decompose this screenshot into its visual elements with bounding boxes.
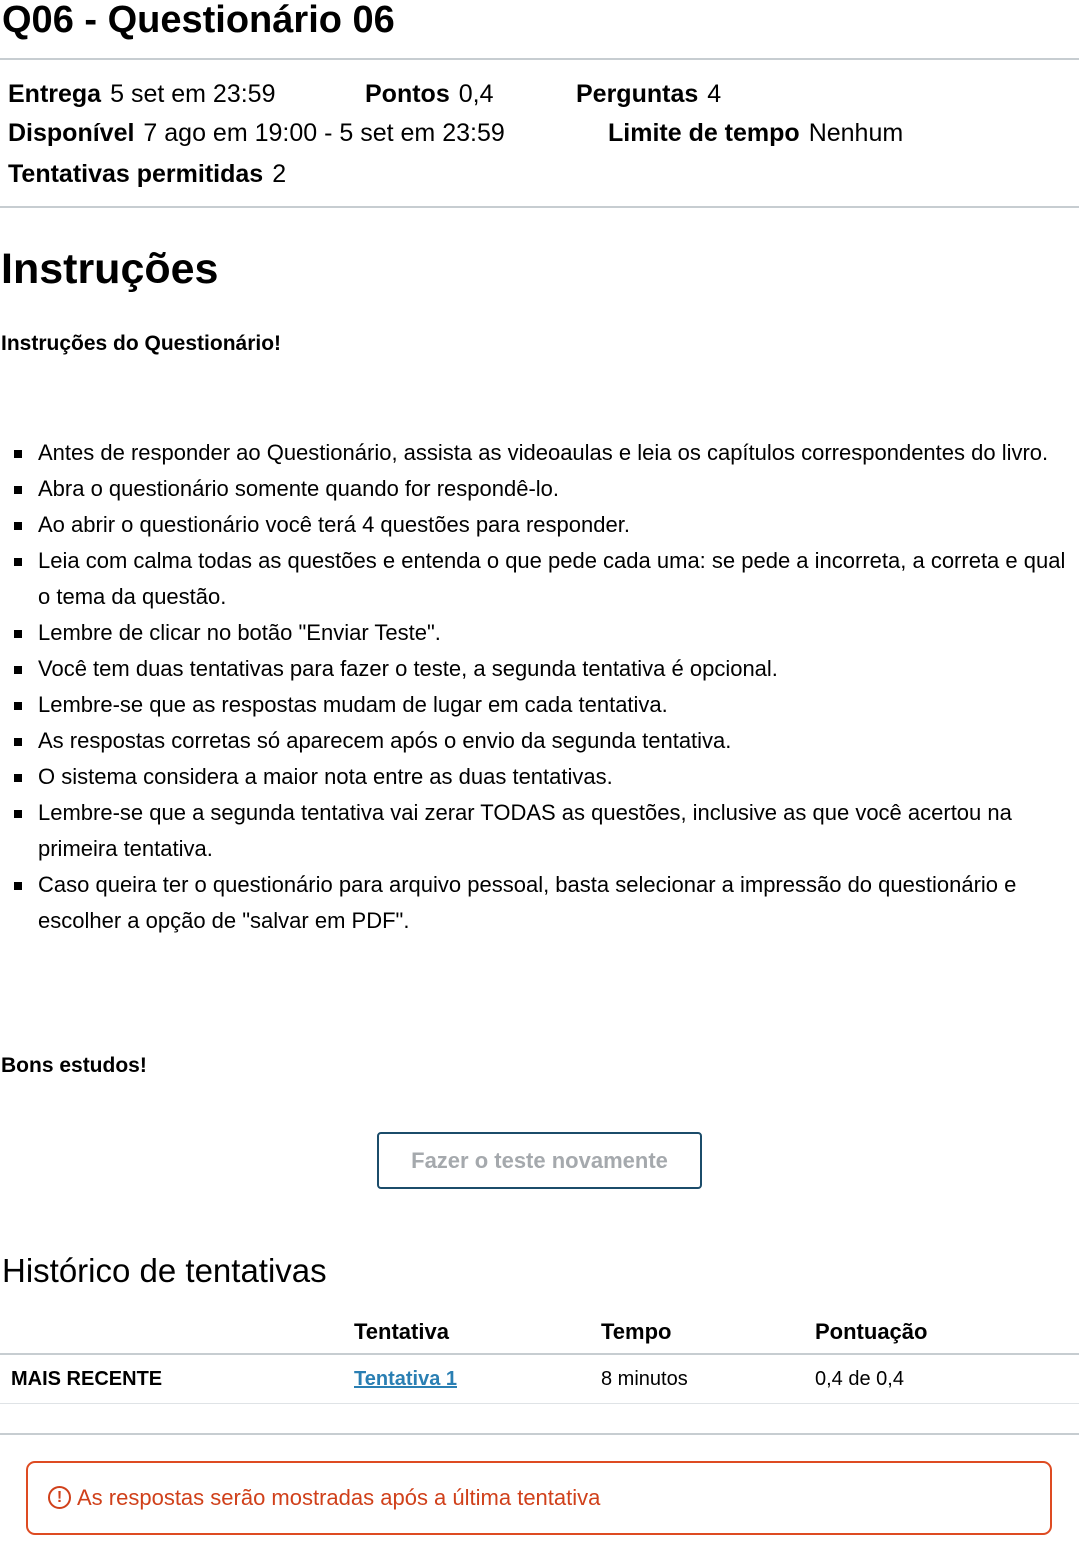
points	[365, 79, 493, 109]
available-value: 7 ago em 19:00 - 5 set em 23:59	[143, 119, 505, 147]
attempt-history-heading: Histórico de tentativas	[2, 1252, 327, 1289]
divider	[0, 206, 1079, 208]
list-item: Ao abrir o questionário você terá 4 questões para responder.	[0, 507, 1079, 543]
list-item: As respostas corretas só aparecem após o envio da segunda tentativa.	[0, 723, 1079, 759]
exclamation-circle-icon: !	[48, 1486, 71, 1509]
instructions-heading: Instruções	[1, 245, 219, 293]
retake-quiz-button[interactable]: Fazer o teste novamente	[377, 1132, 702, 1189]
time-limit-value: Nenhum	[808, 119, 904, 147]
list-item: Lembre-se que a segunda tentativa vai zerar TODAS as questões, inclusive as que você acertou na primeira tentativa.	[0, 795, 1079, 867]
list-item: Antes de responder ao Questionário, assista as videoaulas e leia os capítulos correspondentes do livro.	[0, 435, 1079, 471]
attempt-1-link[interactable]: Tentativa 1	[354, 1368, 457, 1390]
column-header-time: Tempo	[601, 1319, 672, 1344]
list-item: Leia com calma todas as questões e entenda o que pede cada uma: se pede a incorreta, a correta e qual o tema da questão.	[0, 543, 1079, 615]
availability	[8, 118, 505, 148]
row-divider	[0, 1403, 1079, 1404]
available-label: Disponível	[8, 119, 135, 147]
attempt-score: 0,4 de 0,4	[815, 1368, 904, 1390]
list-item: Caso queira ter o questionário para arquivo pessoal, basta selecionar a impressão do questionário e escolher a opção de "salvar em PDF".	[0, 867, 1079, 939]
questions-value: 4	[707, 80, 722, 108]
questions-count	[576, 79, 721, 109]
time-limit-label: Limite de tempo	[608, 119, 800, 147]
most-recent-label: MAIS RECENTE	[11, 1368, 163, 1390]
allowed-attempts	[8, 159, 286, 189]
attempts-label: Tentativas permitidas	[8, 160, 264, 188]
instructions-intro: Instruções do Questionário!	[1, 332, 282, 355]
attempt-time: 8 minutos	[601, 1368, 688, 1390]
page-title: Q06 - Questionário 06	[2, 0, 395, 41]
attempts-value: 2	[272, 160, 287, 188]
list-item: Lembre de clicar no botão "Enviar Teste".	[0, 615, 1079, 651]
instructions-outro: Bons estudos!	[1, 1054, 147, 1077]
list-item: O sistema considera a maior nota entre as duas tentativas.	[0, 759, 1079, 795]
column-header-score: Pontuação	[815, 1319, 928, 1344]
questions-label: Perguntas	[576, 80, 699, 108]
list-item: Lembre-se que as respostas mudam de lugar em cada tentativa.	[0, 687, 1079, 723]
instructions-list	[0, 435, 1079, 939]
answers-notice-alert	[26, 1461, 1052, 1535]
due-date	[8, 79, 275, 109]
list-item: Você tem duas tentativas para fazer o teste, a segunda tentativa é opcional.	[0, 651, 1079, 687]
due-label: Entrega	[8, 80, 102, 108]
divider	[0, 1433, 1079, 1435]
column-header-attempt: Tentativa	[354, 1319, 449, 1344]
table-header-divider	[0, 1353, 1079, 1355]
due-value: 5 set em 23:59	[110, 80, 276, 108]
time-limit	[608, 118, 903, 148]
divider	[0, 58, 1079, 60]
alert-text: As respostas serão mostradas após a última tentativa	[77, 1485, 601, 1510]
points-label: Pontos	[365, 80, 450, 108]
list-item: Abra o questionário somente quando for respondê-lo.	[0, 471, 1079, 507]
points-value: 0,4	[458, 80, 494, 108]
